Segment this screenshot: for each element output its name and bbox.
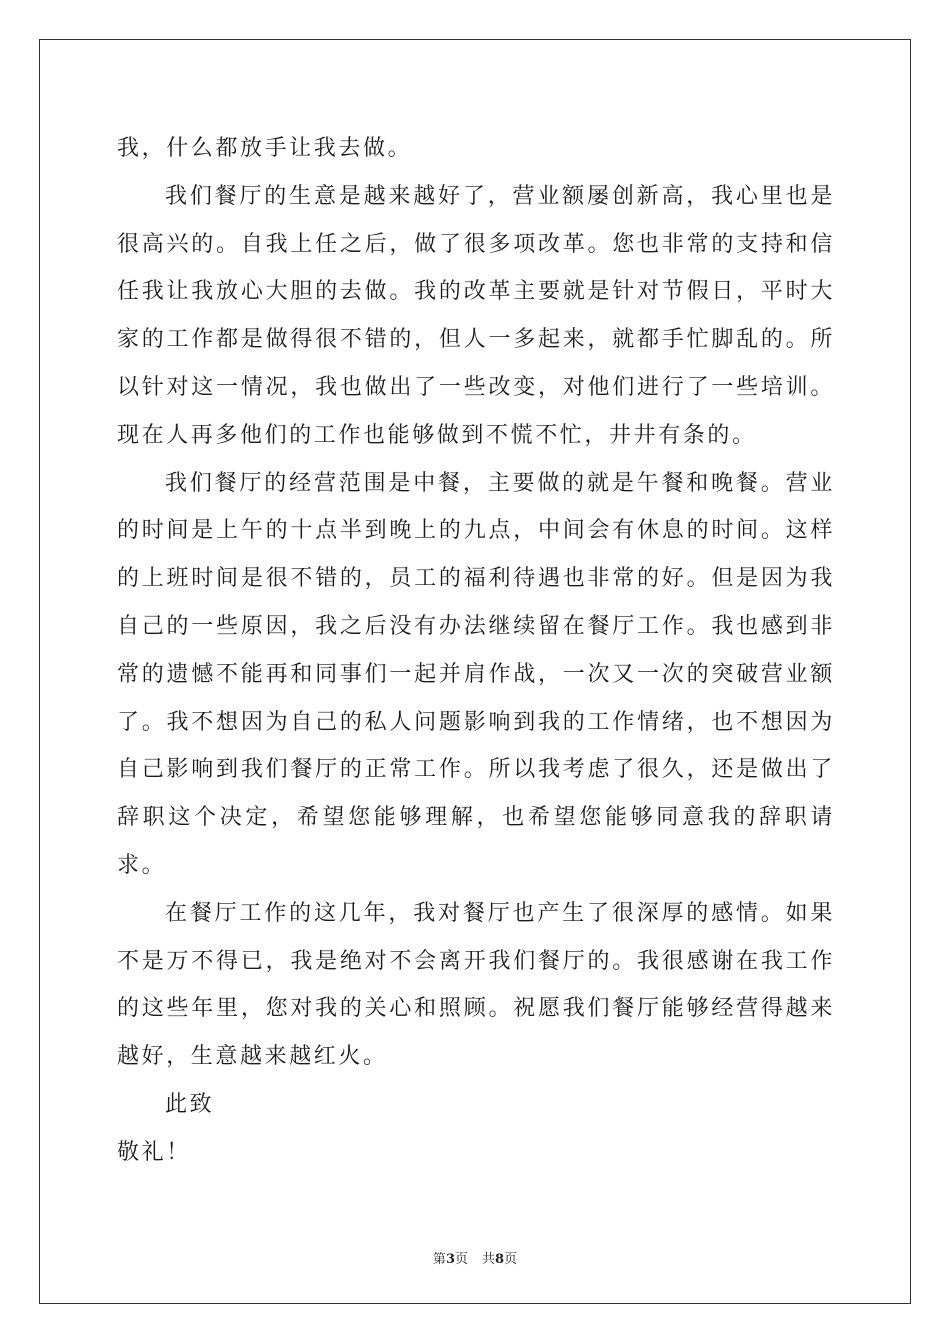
page-prefix: 第 xyxy=(432,1252,446,1267)
paragraph-gratitude: 在餐厅工作的这几年，我对餐厅也产生了很深厚的感情。如果不是万不得已，我是绝对不会离开我们餐厅的。我很感谢在我工作的这些年里，您对我的关心和照顾。祝愿我们餐厅能够经营得越来越好，生意越来越红火。 xyxy=(117,900,835,1070)
paragraph-resignation-reason: 我们餐厅的经营范围是中餐，主要做的就是午餐和晚餐。营业的时间是上午的十点半到晚上的九点，中间会有休息的时间。这样的上班时间是很不错的，员工的福利待遇也非常的好。但是因为我自己的一些原因，我之后没有办法继续留在餐厅工作。我也感到非常的遗憾不能再和同事们一起并肩作战，一次又一次的突破营业额了。我不想因为自己的私人问题影响到我的工作情绪，也不想因为自己影响到我们餐厅的正常工作。所以我考虑了很久，还是做出了辞职这个决定，希望您能够理解，也希望您能够同意我的辞职请求。 xyxy=(117,470,835,878)
page-suffix: 页 xyxy=(454,1252,468,1267)
page-number: 3 xyxy=(445,1252,455,1267)
paragraph-reforms: 我们餐厅的生意是越来越好了，营业额屡创新高，我心里也是很高兴的。自我上任之后，做了很多项改革。您也非常的支持和信任我让我放心大胆的去做。我的改革主要就是针对节假日，平时大家的工作都是做得很不错的，但人一多起来，就都手忙脚乱的。所以针对这一情况，我也做出了一些改变，对他们进行了一些培训。现在人再多他们的工作也能够做到不慌不忙，井井有条的。 xyxy=(117,183,835,448)
total-prefix: 共 xyxy=(482,1252,496,1267)
closing-regards: 敬礼！ xyxy=(117,1139,191,1165)
letter-body xyxy=(117,125,835,1177)
total-pages: 8 xyxy=(495,1252,505,1267)
paragraph-continued: 我，什么都放手让我去做。 xyxy=(117,136,413,161)
total-suffix: 页 xyxy=(504,1252,518,1267)
page-footer xyxy=(0,1248,950,1267)
closing-salutation: 此致 xyxy=(165,1091,215,1117)
